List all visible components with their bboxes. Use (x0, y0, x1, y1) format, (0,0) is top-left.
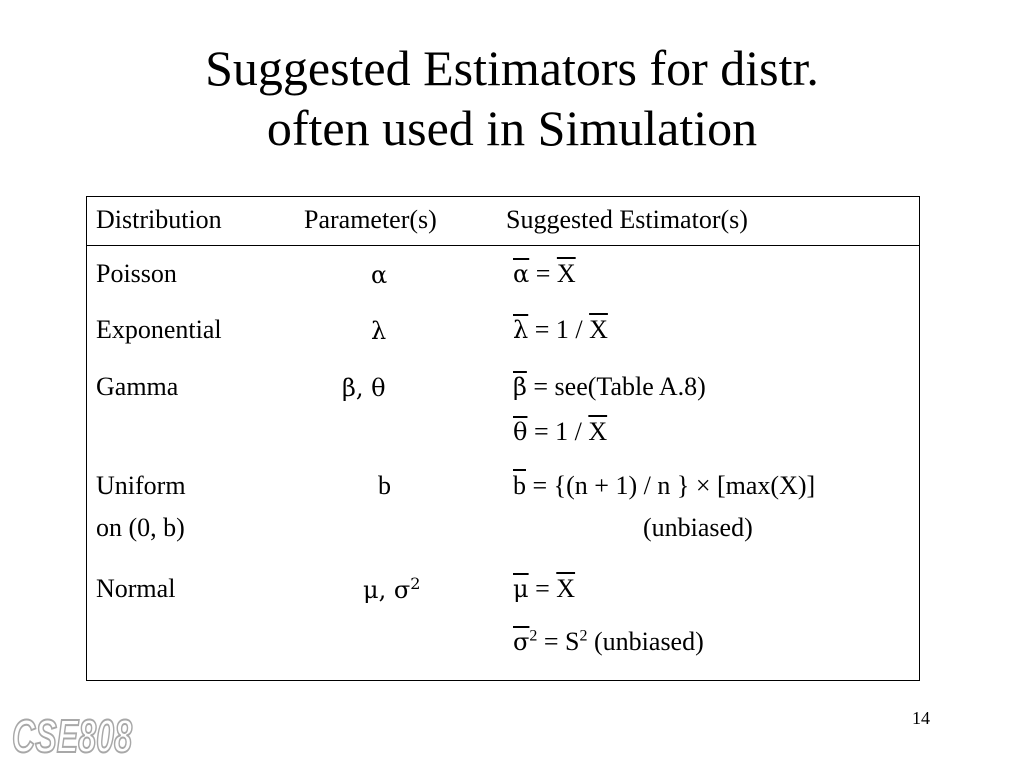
row-normal-estimator-1 (513, 574, 575, 604)
row-gamma-distribution: Gamma (96, 372, 179, 401)
equals: = (529, 259, 557, 288)
logo-text: CSE808 (12, 710, 133, 762)
row-uniform-distribution: Uniform (96, 471, 186, 500)
row-exponential-parameter: λ (371, 317, 387, 345)
estimator-rest: = (528, 574, 557, 603)
title-line-2: often used in Simulation (266, 100, 758, 156)
estimator-tail: (unbiased) (587, 627, 704, 656)
estimator-rest: = 1 / (528, 315, 590, 344)
row-gamma-estimator-2 (513, 417, 607, 447)
x-bar: $\overline{X}$ (556, 259, 576, 288)
estimator-rest: = S (537, 627, 580, 656)
row-normal-estimator-2 (513, 627, 704, 657)
estimator-rest: = 1 / (527, 417, 589, 446)
row-normal-parameters (363, 575, 420, 605)
x-bar: $\overline{X}$ (556, 574, 576, 603)
row-uniform-note: (unbiased) (643, 513, 753, 542)
mu-hat: $\overline{\mu}$ (513, 575, 529, 603)
row-poisson-distribution: Poisson (96, 259, 177, 288)
row-uniform-parameter: b (378, 471, 391, 500)
row-uniform-estimator (513, 471, 815, 501)
x-bar: $\overline{X}$ (588, 417, 608, 446)
header-distribution: Distribution (96, 205, 222, 234)
estimators-table (86, 196, 920, 681)
page-number: 14 (912, 708, 930, 728)
x-bar: $\overline{X}$ (589, 315, 608, 344)
parameters-base: μ, σ (363, 576, 411, 604)
theta-hat: $\overline{\theta}$ (513, 418, 528, 446)
row-exponential-distribution: Exponential (96, 315, 222, 344)
row-gamma-estimator-1 (513, 372, 706, 402)
alpha-hat: $\overline{\alpha}$ (513, 260, 530, 288)
header-divider (87, 245, 919, 246)
title-line-1: Suggested Estimators for distr. (205, 40, 819, 96)
row-uniform-distribution-range: on (0, b) (96, 513, 185, 542)
estimator-rest: = {(n + 1) / n } × [max(X)] (526, 471, 816, 500)
lambda-hat: $\overline{\lambda}$ (513, 316, 529, 344)
sigma-hat: $\overline{\sigma}$ (513, 628, 530, 656)
row-gamma-parameters: β, θ (342, 374, 386, 402)
row-poisson-estimator (513, 259, 576, 289)
beta-hat: $\overline{\beta}$ (513, 373, 527, 401)
slide-title (0, 38, 1024, 158)
header-estimators: Suggested Estimator(s) (506, 205, 748, 234)
row-poisson-parameter: α (371, 261, 388, 289)
header-parameters: Parameter(s) (304, 205, 437, 234)
row-normal-distribution: Normal (96, 574, 176, 603)
row-exponential-estimator (513, 315, 608, 345)
parameters-exponent: 2 (410, 574, 421, 593)
s-exponent: 2 (579, 627, 588, 645)
sigma-exponent: 2 (529, 627, 538, 645)
b-hat: $\overline{b}$ (513, 471, 526, 500)
cse808-logo (8, 702, 138, 760)
estimator-rest: = see(Table A.8) (526, 372, 706, 401)
